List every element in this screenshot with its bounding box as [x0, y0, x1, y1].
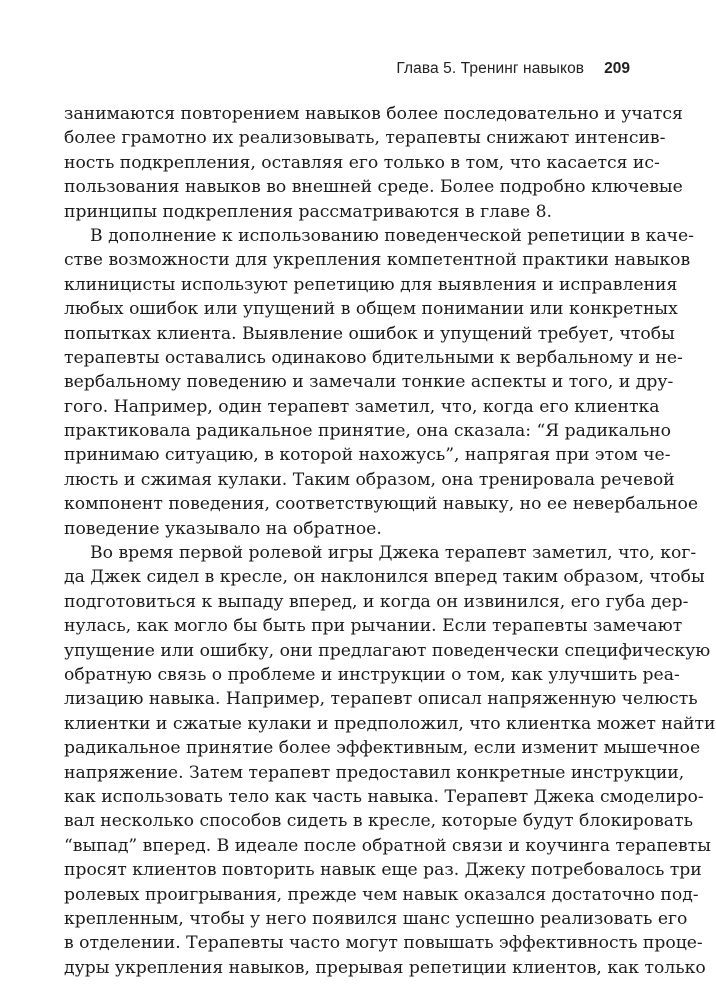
- text-line: клиницисты используют репетицию для выявления и исправления: [64, 274, 678, 295]
- text-line: стве возможности для укрепления компетентной практики навыков: [64, 250, 691, 271]
- text-line: да Джек сидел в кресле, он наклонился вперед таким образом, чтобы: [64, 567, 705, 588]
- text-line: вербальному поведению и замечали тонкие аспекты и того, и дру-: [64, 372, 674, 393]
- paragraph: [64, 224, 699, 541]
- text-line: радикальное принятие более эффективным, если изменит мышечное: [64, 738, 701, 759]
- text-line: поведение указывало на обратное.: [64, 518, 382, 539]
- text-line: упущение или ошибку, они предлагают поведенчески специфическую: [64, 640, 711, 661]
- text-line: принимаю ситуацию, в которой нахожусь”, напрягая при этом че-: [64, 445, 671, 466]
- text-line: просят клиентов повторить навык еще раз. Джеку потребовалось три: [64, 860, 702, 881]
- text-line: более грамотно их реализовывать, терапевты снижают интенсив-: [64, 128, 666, 149]
- text-line: дуры укрепления навыков, прерывая репетиции клиентов, как только: [64, 957, 706, 978]
- text-line: нулась, как могло бы быть при рычании. Если терапевты замечают: [64, 616, 683, 637]
- text-line: клиентки и сжатые кулаки и предположил, что клиентка может найти: [64, 713, 716, 734]
- chapter-title: Глава 5. Тренинг навыков: [396, 60, 585, 77]
- body-text: [64, 102, 716, 980]
- text-line: люсть и сжимая кулаки. Таким образом, она тренировала речевой: [64, 469, 675, 490]
- text-line: как использовать тело как часть навыка. Терапевт Джека смоделиро-: [64, 786, 704, 807]
- running-header: [396, 60, 630, 78]
- text-line: практиковала радикальное принятие, она сказала: “Я радикально: [64, 421, 671, 442]
- text-line: любых ошибок или упущений в общем понимании или конкретных: [64, 299, 678, 320]
- page-number: 209: [604, 60, 630, 77]
- text-line: терапевты оставались одинаково бдительными к вербальному и не-: [64, 347, 683, 368]
- text-line: принципы подкрепления рассматриваются в главе 8.: [64, 201, 552, 222]
- text-line: вал несколько способов сидеть в кресле, которые будут блокировать: [64, 811, 693, 832]
- text-line: Во время первой ролевой игры Джека терапевт заметил, что, ког-: [90, 543, 697, 564]
- text-line: напряжение. Затем терапевт предоставил конкретные инструкции,: [64, 762, 685, 783]
- paragraph: [64, 541, 716, 980]
- text-line: обратную связь о проблеме и инструкции о том, как улучшить реа-: [64, 664, 680, 685]
- paragraph: [64, 102, 683, 224]
- text-line: в отделении. Терапевты часто могут повышать эффективность проце-: [64, 933, 703, 954]
- text-line: занимаются повторением навыков более последовательно и учатся: [64, 104, 683, 124]
- text-line: ролевых проигрывания, прежде чем навык оказался достаточно под-: [64, 884, 699, 905]
- text-line: крепленным, чтобы у него появился шанс успешно реализовать его: [64, 908, 688, 929]
- text-line: попытках клиента. Выявление ошибок и упущений требует, чтобы: [64, 323, 675, 344]
- text-line: В дополнение к использованию поведенческой репетиции в каче-: [90, 225, 694, 246]
- text-line: пользования навыков во внешней среде. Более подробно ключевые: [64, 177, 683, 198]
- text-line: компонент поведения, соответствующий навыку, но ее невербальное: [64, 494, 699, 515]
- text-line: гого. Например, один терапевт заметил, что, когда его клиентка: [64, 396, 660, 417]
- text-line: “выпад” вперед. В идеале после обратной связи и коучинга терапевты: [64, 835, 711, 856]
- text-line: подготовиться к выпаду вперед, и когда он извинился, его губа дер-: [64, 591, 689, 612]
- text-line: лизацию навыка. Например, терапевт описал напряженную челюсть: [64, 689, 698, 710]
- text-line: ность подкрепления, оставляя его только в том, что касается ис-: [64, 152, 660, 173]
